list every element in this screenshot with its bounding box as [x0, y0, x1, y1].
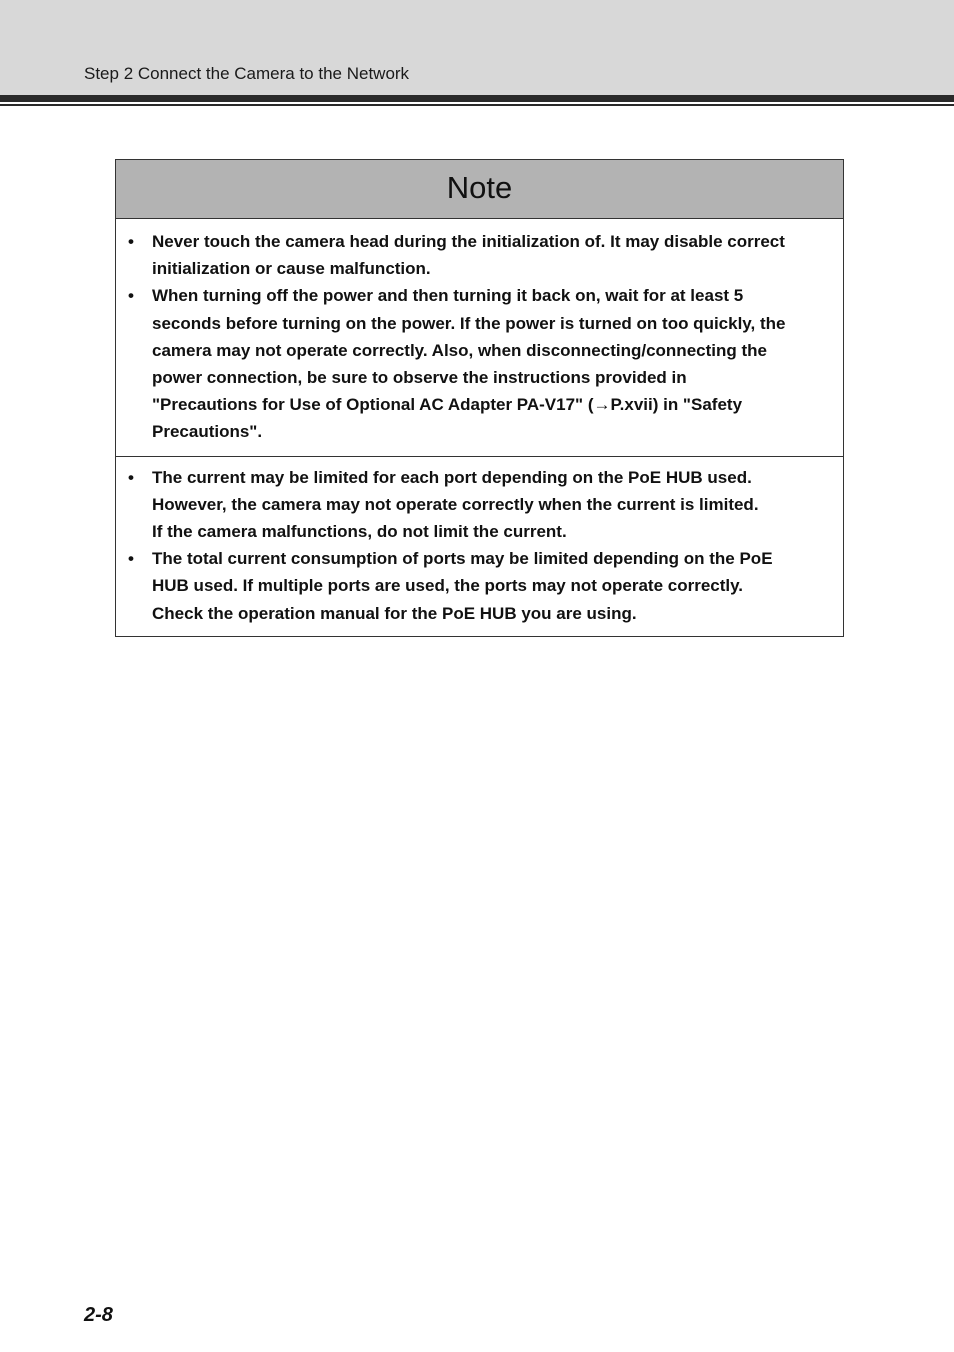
- bullet-icon: •: [128, 549, 134, 569]
- list-item-line: initialization or cause malfunction.: [152, 259, 431, 279]
- list-item: [116, 464, 829, 546]
- note-section: [116, 219, 843, 456]
- list-item-line: The total current consumption of ports may be limited depending on the PoE: [152, 549, 773, 569]
- list-item-line: seconds before turning on the power. If the power is turned on too quickly, the: [152, 313, 786, 333]
- list-item-line: camera may not operate correctly. Also, when disconnecting/connecting the: [152, 340, 767, 360]
- bullet-icon: •: [128, 232, 134, 251]
- list-item-line: When turning off the power and then turning it back on, wait for at least 5: [152, 286, 744, 306]
- note-section: [116, 456, 843, 636]
- page-number: 2-8: [84, 1304, 113, 1326]
- list-item-line: Check the operation manual for the PoE HUB you are using.: [152, 603, 637, 623]
- list-item: [116, 228, 829, 282]
- list-item-line: HUB used. If multiple ports are used, the ports may not operate correctly.: [152, 576, 744, 596]
- list-item: [116, 282, 829, 445]
- section-title: Step 2 Connect the Camera to the Network: [84, 64, 410, 83]
- list-item-line: Precautions".: [152, 422, 263, 442]
- list-item-line: The current may be limited for each port depending on the PoE HUB used.: [152, 467, 752, 487]
- list-item-line: "Precautions for Use of Optional AC Adapter PA-V17" (→P.xvii) in "Safety: [152, 395, 743, 415]
- list-item: [116, 545, 829, 627]
- bullet-icon: •: [128, 467, 134, 487]
- header-rule-thick: [0, 95, 954, 102]
- list-item-line: power connection, be sure to observe the instructions provided in: [152, 368, 687, 388]
- header-rule-thin: [0, 104, 954, 106]
- list-item-line: If the camera malfunctions, do not limit the current.: [152, 522, 567, 542]
- bullet-icon: •: [128, 286, 134, 306]
- list-item-line: Never touch the camera head during the initialization of. It may disable correct: [152, 232, 785, 251]
- page-header: [0, 0, 954, 95]
- note-heading: Note: [116, 160, 843, 219]
- list-item-line: However, the camera may not operate correctly when the current is limited.: [152, 494, 759, 514]
- note-box: [115, 159, 844, 637]
